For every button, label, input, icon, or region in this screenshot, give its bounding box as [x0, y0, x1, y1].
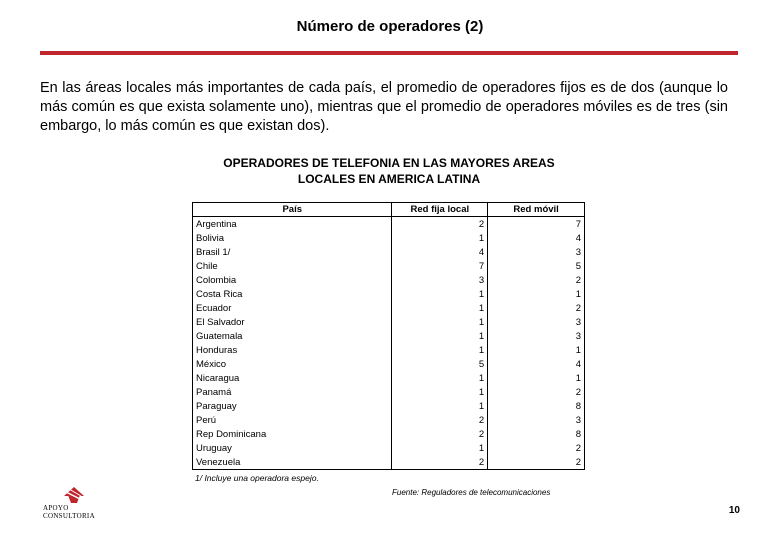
table-row: [193, 399, 585, 413]
fixed-local-cell: 5: [392, 357, 488, 371]
table-row: [193, 357, 585, 371]
mobile-cell: 1: [488, 343, 585, 357]
fixed-local-cell: 1: [392, 385, 488, 399]
country-cell: Venezuela: [193, 455, 392, 470]
table-title: [192, 155, 586, 187]
mobile-cell: 2: [488, 301, 585, 315]
mobile-cell: 1: [488, 287, 585, 301]
page-title: Número de operadores (2): [296, 18, 484, 35]
fixed-local-cell: 1: [392, 231, 488, 245]
title-divider: [40, 51, 738, 55]
table-row: [193, 259, 585, 273]
header-fixed-local: Red fija local: [392, 203, 488, 217]
mobile-cell: 3: [488, 413, 585, 427]
table-row: [193, 343, 585, 357]
table-row: [193, 371, 585, 385]
mobile-cell: 2: [488, 273, 585, 287]
header-country: País: [193, 203, 392, 217]
header-mobile: Red móvil: [488, 203, 585, 217]
table-row: [193, 301, 585, 315]
table-title-line-1: OPERADORES DE TELEFONIA EN LAS MAYORES AREAS: [223, 156, 555, 170]
page-number: 10: [728, 505, 740, 516]
mobile-cell: 4: [488, 231, 585, 245]
fixed-local-cell: 1: [392, 315, 488, 329]
mobile-cell: 3: [488, 245, 585, 259]
table-row: [193, 427, 585, 441]
country-cell: Guatemala: [193, 329, 392, 343]
fixed-local-cell: 1: [392, 343, 488, 357]
mobile-cell: 2: [488, 455, 585, 470]
table-row: [193, 385, 585, 399]
mobile-cell: 8: [488, 427, 585, 441]
country-cell: Ecuador: [193, 301, 392, 315]
country-cell: Nicaragua: [193, 371, 392, 385]
intro-paragraph: En las áreas locales más importantes de cada país, el promedio de operadores fijos es de dos (aunque lo más común es que exista solamente uno), mientras que el promedio de operadores móviles es de tres (sin embargo, lo más común es que existan dos).: [40, 80, 728, 134]
fixed-local-cell: 1: [392, 301, 488, 315]
mobile-cell: 7: [488, 217, 585, 232]
fixed-local-cell: 2: [392, 413, 488, 427]
table-title-line-2: LOCALES EN AMERICA LATINA: [297, 172, 481, 186]
country-cell: Uruguay: [193, 441, 392, 455]
logo-line-1: APOYO: [43, 504, 69, 512]
table-row: [193, 413, 585, 427]
country-cell: Panamá: [193, 385, 392, 399]
country-cell: Paraguay: [193, 399, 392, 413]
mobile-cell: 4: [488, 357, 585, 371]
table-footnote: 1/ Incluye una operadora espejo.: [195, 473, 319, 483]
country-cell: Honduras: [193, 343, 392, 357]
table-row: [193, 329, 585, 343]
table-row: [193, 245, 585, 259]
mobile-cell: 2: [488, 441, 585, 455]
table-header-row: [193, 203, 585, 217]
table-row: [193, 441, 585, 455]
table-row: [193, 287, 585, 301]
fixed-local-cell: 1: [392, 329, 488, 343]
mobile-cell: 2: [488, 385, 585, 399]
mobile-cell: 5: [488, 259, 585, 273]
table-row: [193, 217, 585, 232]
fixed-local-cell: 1: [392, 371, 488, 385]
apoyo-logo: [43, 486, 113, 526]
mobile-cell: 3: [488, 329, 585, 343]
country-cell: Rep Dominicana: [193, 427, 392, 441]
table-row: [193, 455, 585, 470]
country-cell: El Salvador: [193, 315, 392, 329]
country-cell: Chile: [193, 259, 392, 273]
table-row: [193, 231, 585, 245]
fixed-local-cell: 2: [392, 455, 488, 470]
fixed-local-cell: 7: [392, 259, 488, 273]
country-cell: Brasil 1/: [193, 245, 392, 259]
apoyo-logo-icon: [63, 486, 85, 504]
country-cell: Argentina: [193, 217, 392, 232]
country-cell: México: [193, 357, 392, 371]
fixed-local-cell: 3: [392, 273, 488, 287]
fixed-local-cell: 2: [392, 427, 488, 441]
logo-line-2: CONSULTORIA: [43, 512, 95, 520]
mobile-cell: 3: [488, 315, 585, 329]
fixed-local-cell: 1: [392, 399, 488, 413]
mobile-cell: 1: [488, 371, 585, 385]
fixed-local-cell: 4: [392, 245, 488, 259]
country-cell: Bolivia: [193, 231, 392, 245]
fixed-local-cell: 1: [392, 441, 488, 455]
country-cell: Perú: [193, 413, 392, 427]
fixed-local-cell: 1: [392, 287, 488, 301]
fixed-local-cell: 2: [392, 217, 488, 232]
mobile-cell: 8: [488, 399, 585, 413]
table-source: Fuente: Reguladores de telecomunicaciones: [392, 488, 551, 497]
country-cell: Costa Rica: [193, 287, 392, 301]
country-cell: Colombia: [193, 273, 392, 287]
operators-table: [192, 202, 585, 470]
table-row: [193, 273, 585, 287]
table-row: [193, 315, 585, 329]
